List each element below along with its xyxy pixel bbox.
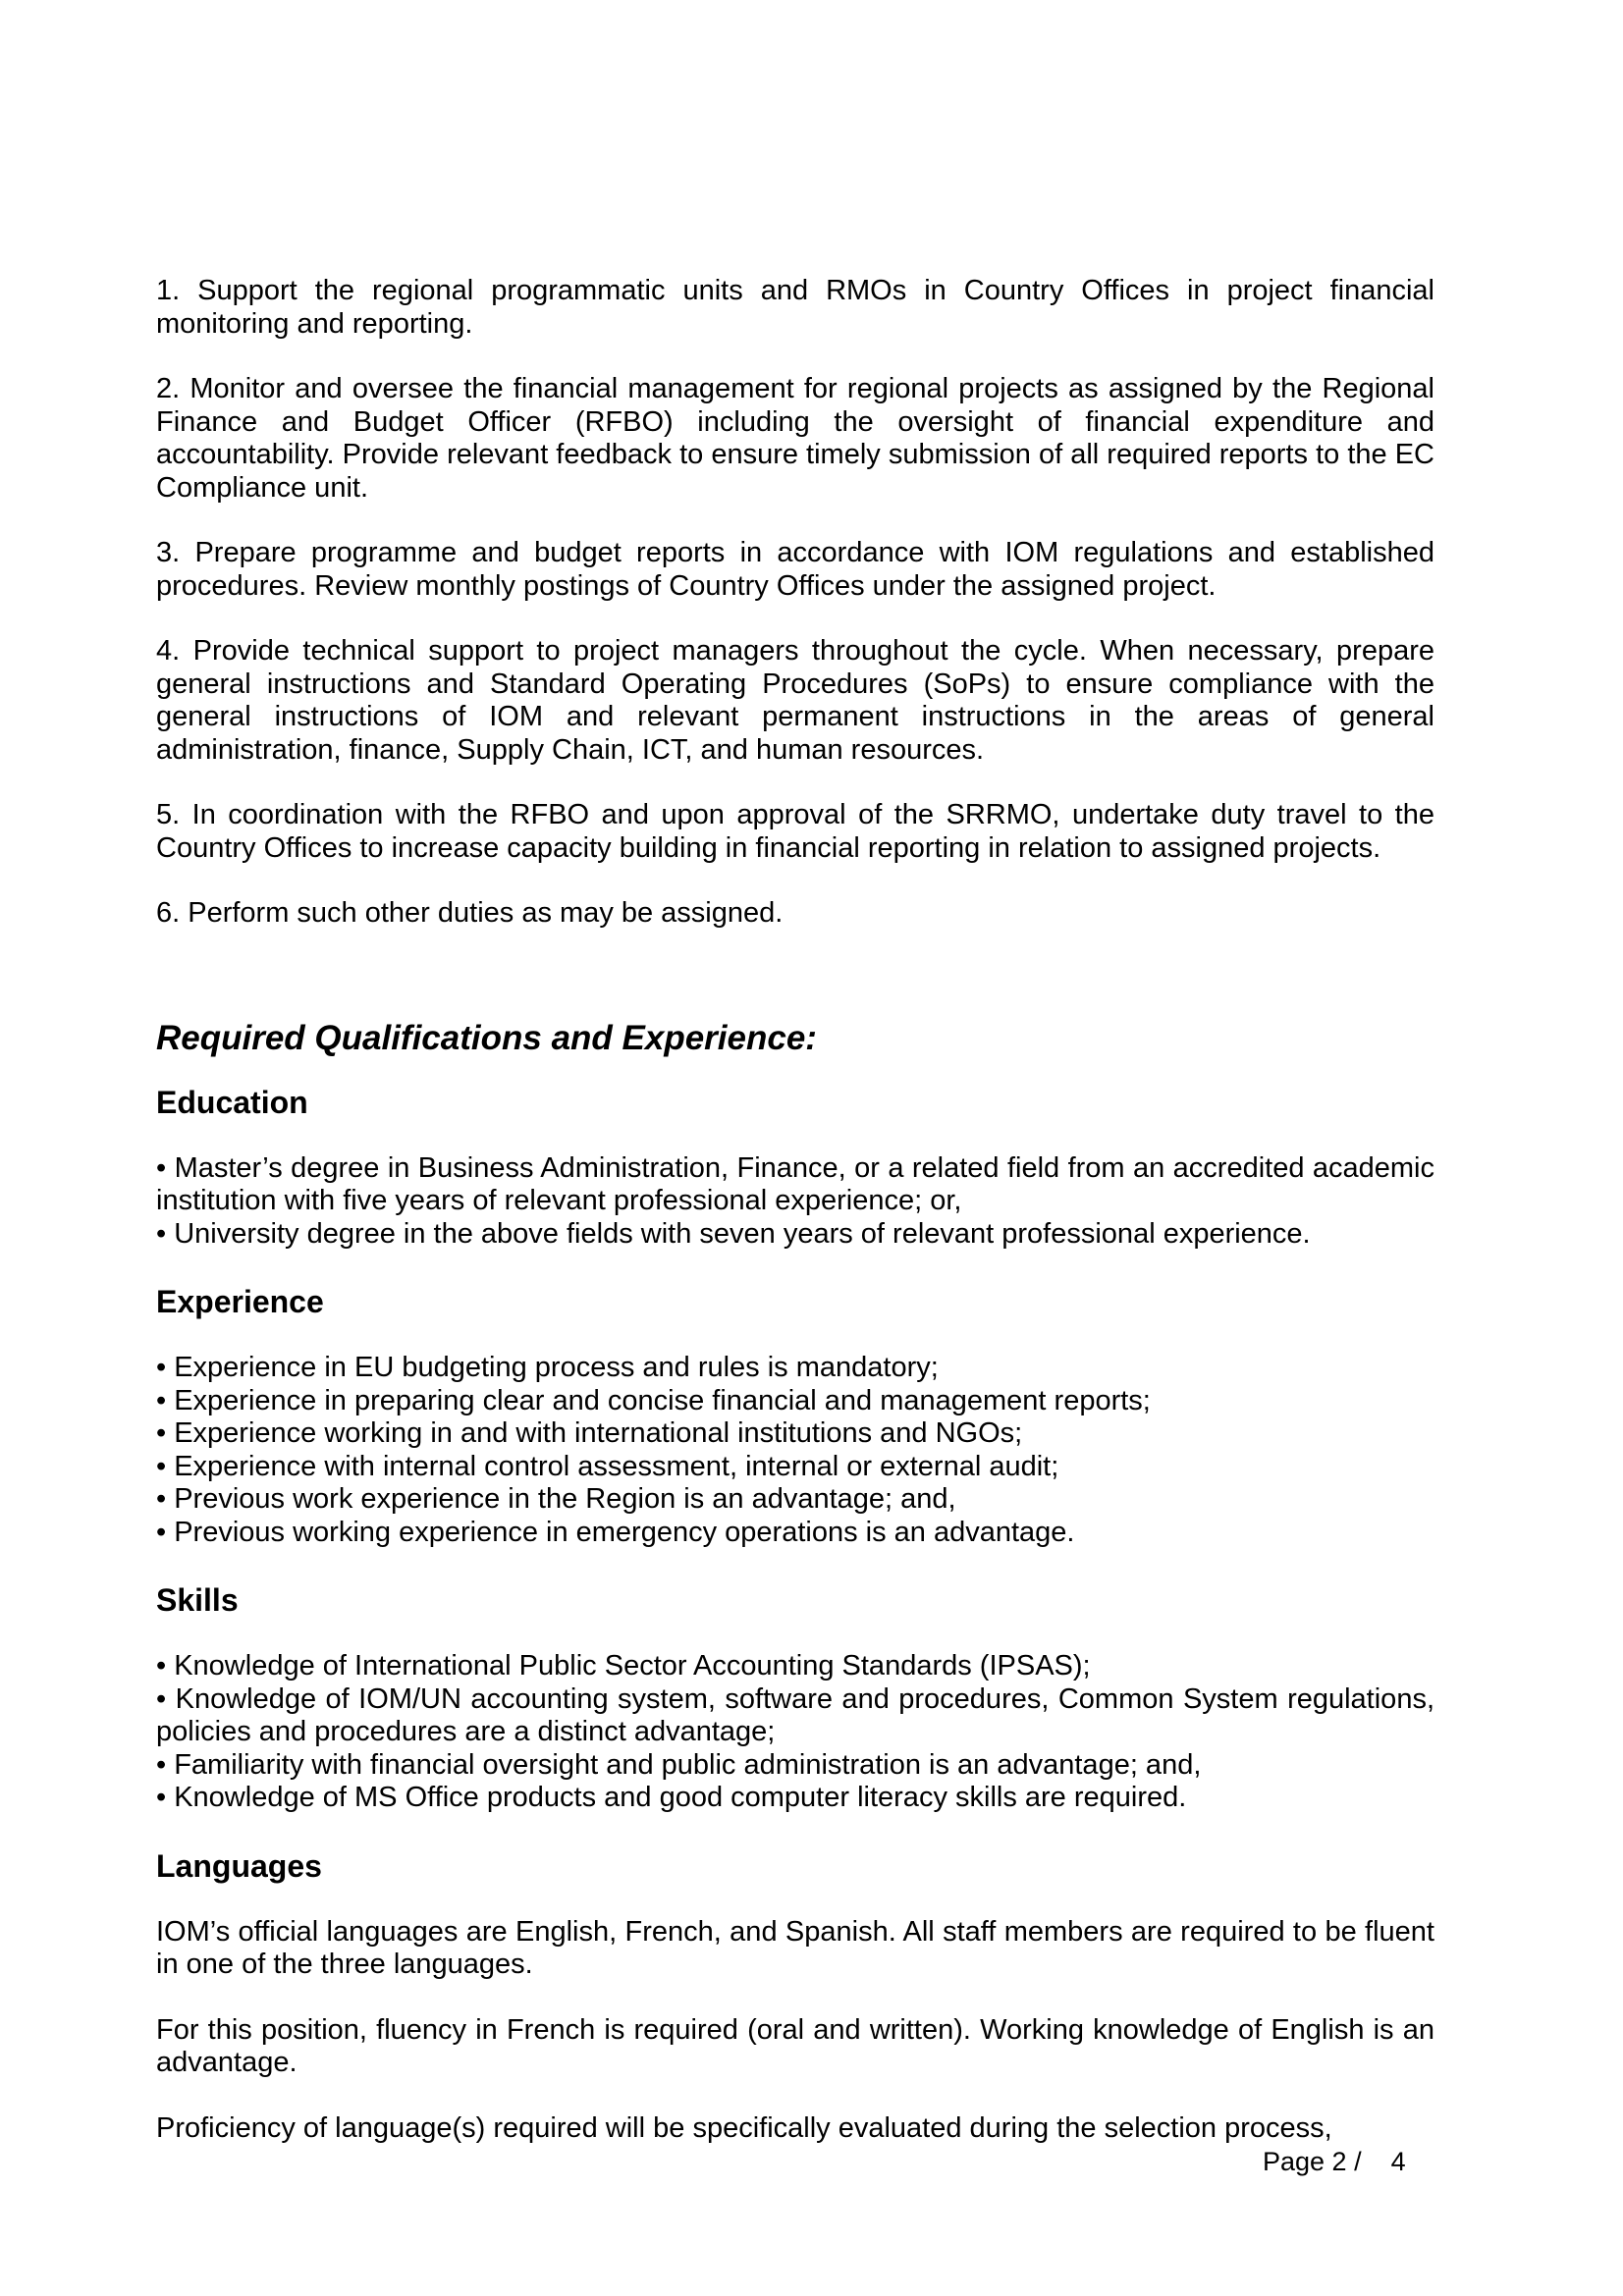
skills-item: • Familiarity with financial oversight and public administration is an advantage; and, <box>156 1748 1202 1781</box>
skills-list <box>156 1650 1434 1815</box>
skills-item: • Knowledge of IOM/UN accounting system, software and procedures, Common System regulations, policies and procedures are a distinct advantage; <box>156 1682 1434 1747</box>
experience-item: • Experience in EU budgeting process and rules is mandatory; <box>156 1352 939 1383</box>
education-heading: Education <box>156 1084 308 1120</box>
page-number: Page 2 / 4 <box>1263 2147 1406 2176</box>
experience-item: • Experience working in and with international institutions and NGOs; <box>156 1417 1023 1449</box>
duty-paragraph-1: 1. Support the regional programmatic units and RMOs in Country Offices in project financial monitoring and reporting. <box>156 275 1434 340</box>
experience-list <box>156 1352 1434 1549</box>
experience-item: • Experience with internal control assessment, internal or external audit; <box>156 1450 1059 1482</box>
languages-heading: Languages <box>156 1847 322 1884</box>
qualifications-title: Required Qualifications and Experience: <box>156 1018 817 1057</box>
education-list <box>156 1152 1434 1252</box>
skills-item: • Knowledge of International Public Sector Accounting Standards (IPSAS); <box>156 1650 1091 1682</box>
duty-paragraph-4: 4. Provide technical support to project managers throughout the cycle. When necessary, prepare general instructions and Standard Operating Procedures (SoPs) to ensure compliance with the general instructions of IOM and relevant permanent instructions in the areas of general administration, finance, Supply Chain, ICT, and human resources. <box>156 635 1434 766</box>
document-page <box>156 275 1434 2177</box>
duty-paragraph-6: 6. Perform such other duties as may be assigned. <box>156 897 784 929</box>
skills-heading: Skills <box>156 1582 239 1618</box>
languages-paragraph-1: IOM’s official languages are English, French, and Spanish. All staff members are required to be fluent in one of the three languages. <box>156 1915 1434 1980</box>
skills-item: • Knowledge of MS Office products and good computer literacy skills are required. <box>156 1782 1187 1813</box>
languages-paragraph-2: For this position, fluency in French is required (oral and written). Working knowledge of English is an advantage. <box>156 2013 1434 2078</box>
experience-item: • Previous working experience in emergency operations is an advantage. <box>156 1516 1075 1548</box>
education-item: • University degree in the above fields with seven years of relevant professional experience. <box>156 1217 1311 1250</box>
languages-paragraph-3: Proficiency of language(s) required will be specifically evaluated during the selection process, <box>156 2111 1332 2144</box>
experience-item: • Previous work experience in the Region is an advantage; and, <box>156 1483 956 1515</box>
duty-paragraph-5: 5. In coordination with the RFBO and upon approval of the SRRMO, undertake duty travel to the Country Offices to increase capacity building in financial reporting in relation to assigned projects. <box>156 799 1434 864</box>
education-item: • Master’s degree in Business Administration, Finance, or a related field from an accredited academic institution with five years of relevant professional experience; or, <box>156 1151 1434 1216</box>
experience-item: • Experience in preparing clear and concise financial and management reports; <box>156 1384 1151 1416</box>
duty-paragraph-3: 3. Prepare programme and budget reports in accordance with IOM regulations and established procedures. Review monthly postings of Country Offices under the assigned project. <box>156 537 1434 602</box>
experience-heading: Experience <box>156 1284 324 1319</box>
duty-paragraph-2: 2. Monitor and oversee the financial management for regional projects as assigned by the Regional Finance and Budget Officer (RFBO) including the oversight of financial expenditure and accountability. Provide relevant feedback to ensure timely submission of all required reports to the EC Compliance unit. <box>156 373 1434 504</box>
